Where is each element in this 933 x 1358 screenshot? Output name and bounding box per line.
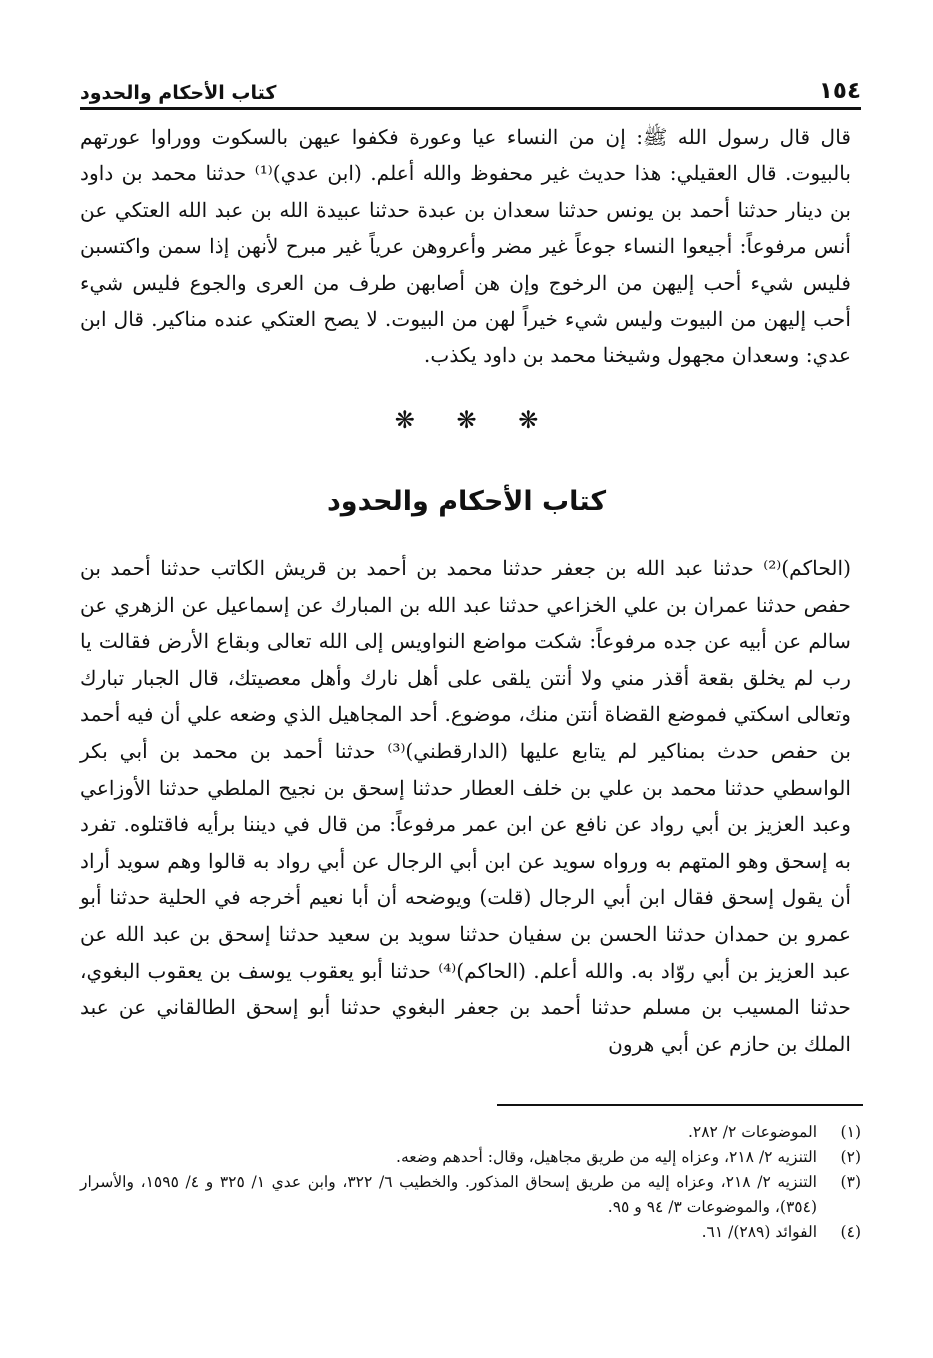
footnote	[80, 1170, 861, 1220]
body-paragraph: (الحاكم)⁽²⁾ حدثنا عبد الله بن جعفر حدثنا محمد بن أحمد بن قريش الكاتب حدثنا أحمد بن حفص حدثنا عمران بن علي الخزاعي حدثنا عبد الله بن المبارك عن إسماعيل عن الزهري عن سالم عن أبيه عن جده مرفوعاً: شكت مواضع النواويس إلى الله تعالى وبقاع الأرض فقالت يا رب لم يخلق بقعة أقذر مني ولا أنتن يلقى على أهل نارك وأهل معصيتك، قال الجبار تبارك وتعالى اسكتي فموضع القضاة أنتن منك، موضوع. أحد المجاهيل الذي وضعه علي أن فيه أحمد بن حفص حدث بمناكير لم يتابع عليها (الدارقطني)⁽³⁾ حدثنا أحمد بن محمد بن أبي بكر الواسطي حدثنا محمد بن علي بن خلف العطار حدثنا إسحق بن نجيح الملطي حدثنا الأوزاعي وعبد العزيز بن أبي رواد عن نافع عن ابن عمر مرفوعاً: من قال في ديننا برأيه فاقتلوه. تفرد به إسحق وهو المتهم به ورواه سويد عن ابن أبي الرجال عن أبي رواد به قالوا وهم سويد أراد أن يقول إسحق فقال ابن أبي الرجال (قلت) ويوضحه أن أبا نعيم أخرجه في الحلية حدثنا أبو عمرو بن حمدان حدثنا الحسن بن سفيان حدثنا سويد بن سعيد حدثنا إسحق بن عبد الله عن عبد العزيز بن أبي روّاد به. والله أعلم. (الحاكم)⁽⁴⁾ حدثنا أبو يعقوب يوسف بن يعقوب البغوي، حدثنا المسيب بن مسلم حدثنا أحمد بن جعفر البغوي حدثنا أبو إسحق الطالقاني عن عبد الملك بن حازم عن أبي هرون	[80, 556, 852, 1056]
footnote-text: الموضوعات ٢/ ٢٨٢.	[687, 1123, 817, 1141]
footnote-number: (٤)	[840, 1223, 861, 1241]
chapter-body	[80, 550, 851, 1062]
separator-star: ❋	[518, 406, 539, 434]
section-separator	[0, 406, 933, 434]
footnote-text: التنزيه ٢/ ٢١٨، وعزاه إليه من طريق مجاهيل، وقال: أحدهم وضعه.	[396, 1148, 817, 1166]
footnote-number: (١)	[840, 1123, 861, 1141]
intro-paragraph: قال قال رسول الله ﷺ: إن من النساء عيا وعورة فكفوا عيهن بالسكوت ووراوا عورتهم بالبيوت. قال العقيلي: هذا حديث غير محفوظ والله أعلم. (ابن عدي)⁽¹⁾ حدثنا محمد بن داود بن دينار حدثنا أحمد بن يونس حدثنا سعدان بن عبدة حدثنا عبيدة الله بن عبد الله العتكي عن أنس مرفوعاً: أجيعوا النساء جوعاً غير مضر وأعروهن عرياً غير مبرح لأنهن إذا سمن واكتسبن فليس شيء أحب إليهن من الرخوج وإن هن أصابهن طرف من العرى والجوع فليس شيء أحب إليهن من البيوت وليس شيء خيراً لهن من البيوت. لا يصح العتكي عنده مناكير. قال ابن عدي: وسعدان مجهول وشيخنا محمد بن داود يكذب.	[80, 125, 852, 368]
footnote	[80, 1145, 861, 1170]
footnote-text: الفوائد (٢٨٩)/ ٦١.	[701, 1223, 817, 1241]
footnote	[80, 1120, 861, 1145]
separator-star: ❋	[456, 406, 477, 434]
footnote-rule	[497, 1104, 863, 1106]
chapter-title: كتاب الأحكام والحدود	[326, 486, 607, 517]
footnote	[80, 1220, 861, 1245]
page-number: ١٥٤	[818, 78, 861, 104]
running-head	[80, 64, 861, 104]
running-title: كتاب الأحكام والحدود	[80, 82, 277, 104]
footnote-number: (٣)	[840, 1173, 861, 1191]
footnotes	[80, 1120, 861, 1245]
header-rule	[80, 107, 861, 110]
footnote-number: (٢)	[840, 1148, 861, 1166]
separator-star: ❋	[394, 406, 415, 434]
intro-section	[80, 119, 851, 374]
footnote-text: التنزيه ٢/ ٢١٨، وعزاه إليه من طريق إسحاق المذكور. والخطيب ٦/ ٣٢٢، وابن عدي ١/ ٣٢٥ و ٤/ ١٥٩٥، والأسرار (٣٥٤)، والموضوعات ٣/ ٩٤ و ٩٥.	[80, 1173, 817, 1216]
